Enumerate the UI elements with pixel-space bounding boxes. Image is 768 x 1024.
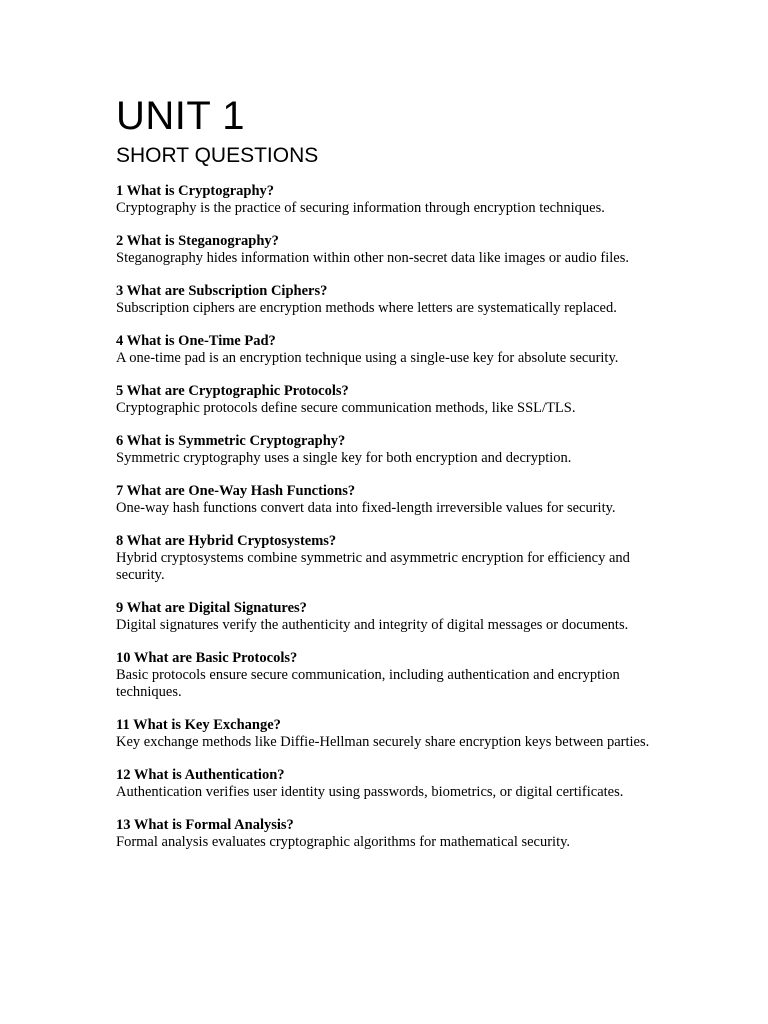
qa-item-12: [116, 767, 676, 801]
answer: Authentication verifies user identity using passwords, biometrics, or digital certificates.: [116, 784, 624, 800]
answer: Basic protocols ensure secure communication, including authentication and encryption techniques.: [116, 667, 620, 700]
qa-item-11: [116, 717, 676, 751]
section-title: SHORT QUESTIONS: [116, 144, 319, 167]
question: 9 What are Digital Signatures?: [116, 600, 307, 616]
question: 4 What is One-Time Pad?: [116, 333, 276, 349]
question: 11 What is Key Exchange?: [116, 717, 281, 733]
qa-item-13: [116, 817, 676, 851]
answer: Cryptography is the practice of securing information through encryption techniques.: [116, 200, 605, 216]
answer: One-way hash functions convert data into fixed-length irreversible values for security.: [116, 500, 616, 516]
question: 5 What are Cryptographic Protocols?: [116, 383, 349, 399]
question: 6 What is Symmetric Cryptography?: [116, 433, 346, 449]
qa-item-1: [116, 183, 676, 217]
answer: Digital signatures verify the authenticity and integrity of digital messages or documents.: [116, 617, 629, 633]
question: 3 What are Subscription Ciphers?: [116, 283, 328, 299]
answer: Symmetric cryptography uses a single key for both encryption and decryption.: [116, 450, 572, 466]
qa-item-8: [116, 533, 676, 584]
qa-item-9: [116, 600, 676, 634]
qa-item-4: [116, 333, 676, 367]
qa-item-2: [116, 233, 676, 267]
document-page: [116, 92, 676, 867]
question: 12 What is Authentication?: [116, 767, 285, 783]
question: 7 What are One-Way Hash Functions?: [116, 483, 356, 499]
answer: A one-time pad is an encryption technique using a single-use key for absolute security.: [116, 350, 619, 366]
question: 2 What is Steganography?: [116, 233, 279, 249]
answer: Steganography hides information within other non-secret data like images or audio files.: [116, 250, 630, 266]
answer: Hybrid cryptosystems combine symmetric and asymmetric encryption for efficiency and security.: [116, 550, 630, 583]
question: 1 What is Cryptography?: [116, 183, 275, 199]
answer: Cryptographic protocols define secure communication methods, like SSL/TLS.: [116, 400, 576, 416]
qa-item-5: [116, 383, 676, 417]
qa-item-10: [116, 650, 676, 701]
answer: Key exchange methods like Diffie-Hellman securely share encryption keys between parties.: [116, 734, 650, 750]
qa-item-3: [116, 283, 676, 317]
qa-item-6: [116, 433, 676, 467]
question: 10 What are Basic Protocols?: [116, 650, 298, 666]
answer: Formal analysis evaluates cryptographic algorithms for mathematical security.: [116, 834, 571, 850]
answer: Subscription ciphers are encryption methods where letters are systematically replaced.: [116, 300, 617, 316]
qa-item-7: [116, 483, 676, 517]
unit-title: UNIT 1: [116, 94, 245, 138]
question: 13 What is Formal Analysis?: [116, 817, 294, 833]
question: 8 What are Hybrid Cryptosystems?: [116, 533, 337, 549]
